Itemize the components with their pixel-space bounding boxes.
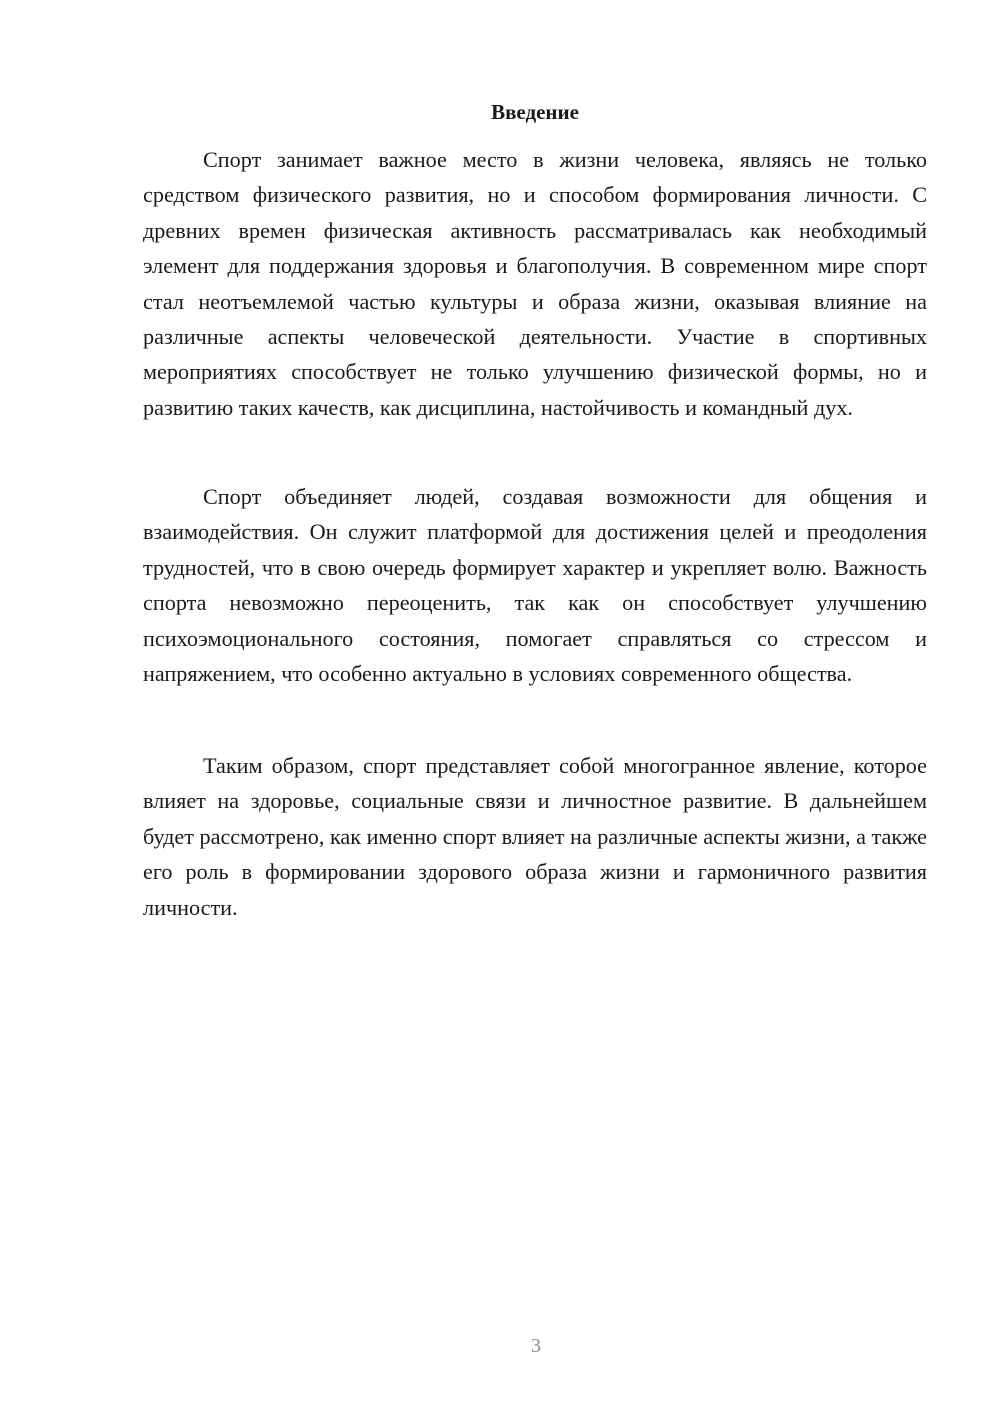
paragraph-3: Таким образом, спорт представляет собой многогранное явление, которое влияет на здоровье, социальные связи и личностное развитие. В дальнейшем будет рассмотрено, как именно спорт влияет на различные аспекты жизни, а также его роль в формировании здорового образа жизни и гармоничного развития личности. (143, 753, 928, 920)
section-heading: Введение (491, 100, 579, 124)
paragraph-1: Спорт занимает важное место в жизни человека, являясь не только средством физического развития, но и способом формирования личности. С древних времен физическая активность рассматривалась как необходимый элемент для поддержания здоровья и благополучия. В современном мире спорт стал неотъемлемой частью культуры и образа жизни, оказывая влияние на различные аспекты человеческой деятельности. Участие в спортивных мероприятиях способствует не только улучшению физической формы, но и развитию таких качеств, как дисциплина, настойчивость и командный дух. (143, 147, 927, 420)
page-number: 3 (531, 1335, 541, 1357)
paragraph-2: Спорт объединяет людей, создавая возможности для общения и взаимодействия. Он служит платформой для достижения целей и преодоления трудностей, что в свою очередь формирует характер и укрепляет волю. Важность спорта невозможно переоценить, так как он способствует улучшению психоэмоционального состояния, помогает справляться со стрессом и напряжением, что особенно актуально в условиях современного общества. (143, 484, 927, 687)
